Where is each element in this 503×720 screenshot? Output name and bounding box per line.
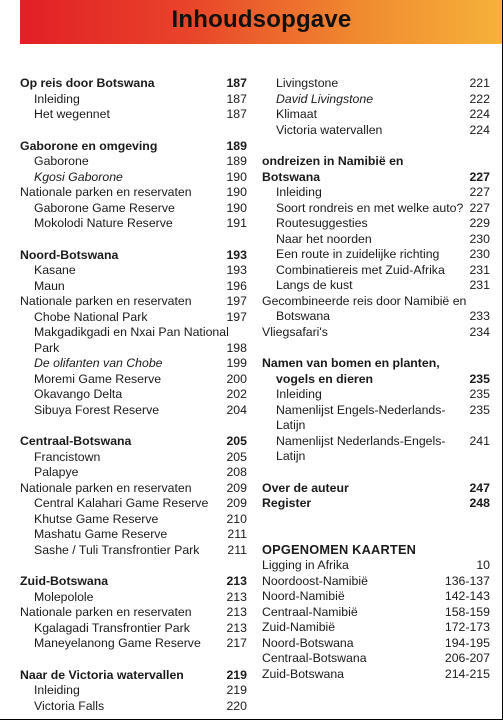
toc-section-heading[interactable] [20, 76, 247, 92]
toc-subentry[interactable] [262, 201, 490, 217]
toc-entry-title: Inleiding [34, 91, 80, 106]
toc-entry-title: Mashatu Game Reserve [34, 527, 168, 541]
toc-page-number: 235 [469, 402, 490, 417]
section-spacer [20, 123, 247, 139]
toc-entry-title: Okavango Delta [34, 387, 123, 401]
section-spacer [262, 465, 490, 481]
toc-entry-title: Naar de Victoria watervallen [20, 667, 184, 682]
toc-entry-title: Maneyelanong Game Reserve [34, 636, 201, 650]
toc-entry-title: Inleiding [276, 185, 322, 199]
toc-subentry[interactable] [262, 123, 490, 139]
toc-entry-title: Zuid-Namibië [262, 620, 336, 634]
toc-subentry[interactable] [262, 247, 490, 263]
toc-page-number: 224 [469, 122, 490, 137]
toc-entry-title: Palapye [34, 465, 79, 479]
toc-subentry[interactable] [20, 92, 247, 108]
section-spacer [262, 340, 490, 356]
toc-section-heading[interactable] [20, 668, 247, 684]
toc-entry[interactable] [262, 325, 490, 341]
toc-subentry[interactable] [262, 434, 490, 465]
toc-page-number: 193 [226, 263, 247, 277]
toc-page-number: 213 [226, 620, 247, 635]
toc-section-heading[interactable] [20, 434, 247, 450]
toc-entry-title: Nationale parken en reservaten [20, 185, 192, 199]
toc-entry[interactable] [262, 651, 490, 667]
toc-entry[interactable] [20, 605, 247, 621]
toc-subentry[interactable] [20, 263, 247, 279]
toc-section-heading[interactable] [262, 372, 490, 388]
toc-page-number: 213 [226, 574, 247, 588]
toc-page-number: 189 [226, 138, 247, 153]
toc-entry-title: Noordoost-Namibië [262, 573, 368, 588]
toc-section-heading[interactable] [262, 356, 490, 372]
toc-entry-title: Soort rondreis en met welke auto? [276, 200, 464, 215]
toc-page-number: 219 [226, 667, 247, 682]
toc-subentry[interactable] [20, 201, 247, 217]
toc-page-number: 205 [226, 434, 247, 448]
toc-subentry[interactable] [262, 309, 490, 325]
section-spacer [20, 558, 247, 574]
toc-entry-title: Chobe National Park [34, 309, 148, 324]
toc-subentry[interactable] [20, 636, 247, 652]
toc-page-number: 190 [226, 200, 247, 215]
toc-entry-title: Nationale parken en reservaten [20, 480, 192, 495]
toc-page-number: 248 [469, 496, 490, 510]
toc-section-heading[interactable] [20, 574, 247, 590]
toc-page-number: 209 [226, 496, 247, 510]
toc-section-heading[interactable] [262, 170, 490, 186]
toc-section-heading[interactable] [262, 496, 490, 512]
toc-page-number: 208 [226, 465, 247, 479]
toc-entry-title: Over de auteur [262, 480, 349, 495]
toc-page-number: 158-159 [444, 604, 490, 619]
section-spacer [20, 232, 247, 248]
toc-entry-title: Khutse Game Reserve [34, 511, 159, 526]
toc-entry-title: Mokolodi Nature Reserve [34, 216, 173, 230]
toc-entry-title: Zuid-Botswana [262, 666, 345, 681]
toc-entry[interactable] [262, 636, 490, 652]
toc-page-number: 227 [469, 200, 490, 215]
toc-subentry[interactable] [262, 107, 490, 123]
toc-page-number: 231 [469, 278, 490, 292]
toc-entry[interactable] [20, 481, 247, 497]
toc-entry-title: Gecombineerde reis door Namibië en [262, 293, 467, 308]
toc-entry-title: Register [262, 496, 312, 510]
toc-page-number: 209 [226, 480, 247, 495]
toc-page-number: 234 [469, 324, 490, 339]
toc-subentry[interactable] [262, 92, 490, 108]
toc-subentry[interactable] [20, 496, 247, 512]
toc-page-number: 213 [226, 589, 247, 604]
toc-section-heading[interactable] [20, 139, 247, 155]
toc-entry[interactable] [262, 605, 490, 621]
toc-entry[interactable] [262, 558, 490, 574]
toc-page-number: 220 [226, 698, 247, 713]
toc-page-number: 172-173 [444, 620, 490, 634]
toc-entry-title: Central Kalahari Game Reserve [34, 496, 209, 510]
toc-entry-title: Routesuggesties [276, 216, 368, 230]
toc-page-number: 221 [469, 76, 490, 90]
toc-page-number: 230 [469, 247, 490, 261]
toc-page-number: 187 [226, 107, 247, 121]
toc-entry[interactable] [262, 574, 490, 590]
toc-page-number: 191 [226, 216, 247, 230]
toc-page-number: 211 [227, 527, 247, 541]
toc-page-number: 233 [469, 309, 490, 323]
toc-page-number: 213 [226, 605, 247, 619]
toc-entry-title: David Livingstone [276, 91, 374, 106]
toc-entry-title: Op reis door Botswana [20, 76, 155, 90]
toc-subentry[interactable] [262, 232, 490, 248]
toc-entry-title: Inleiding [34, 683, 80, 697]
toc-entry[interactable] [262, 294, 490, 310]
toc-section-heading[interactable] [262, 481, 490, 497]
toc-subentry[interactable] [262, 387, 490, 403]
toc-subentry[interactable] [20, 699, 247, 715]
toc-page-number: 142-143 [444, 589, 490, 603]
toc-entry-title: Maun [34, 278, 65, 293]
toc-subentry[interactable] [20, 372, 247, 388]
toc-entry-title: Gaborone [34, 154, 89, 168]
toc-page-number: 199 [226, 356, 247, 370]
toc-page-number: 241 [469, 433, 490, 448]
toc-entry-title: Gaborone Game Reserve [34, 200, 175, 215]
toc-entry[interactable] [262, 667, 490, 683]
toc-page-number: 206-207 [444, 651, 490, 665]
toc-entry-title: Nationale parken en reservaten [20, 605, 192, 619]
toc-page-number: 229 [469, 216, 490, 230]
toc-entry[interactable] [262, 589, 490, 605]
toc-page-number: 198 [226, 340, 247, 355]
toc-entry-title: Kgalagadi Transfrontier Park [34, 620, 190, 635]
toc-entry-title: Botswana [262, 169, 321, 184]
toc-page-number: 224 [469, 107, 490, 121]
toc-subentry[interactable] [20, 512, 247, 528]
toc-entry[interactable] [20, 185, 247, 201]
toc-entry-title: Het wegennet [34, 107, 110, 121]
toc-entry-title: Noord-Botswana [20, 247, 119, 262]
toc-entry-title: Kgosi Gaborone [34, 169, 123, 184]
toc-page-number: 231 [469, 262, 490, 277]
toc-page-number: 196 [226, 278, 247, 293]
toc-entry-title: Francistown [34, 449, 101, 464]
toc-entry-title: Namenlijst Engels-Nederlands-Latijn [276, 402, 446, 432]
toc-page-number: 190 [226, 185, 247, 199]
toc-subentry[interactable] [20, 341, 247, 357]
toc-page-number: 230 [469, 231, 490, 246]
toc-entry-title: Centraal-Botswana [262, 651, 367, 665]
section-spacer [20, 418, 247, 434]
toc-subentry[interactable] [262, 185, 490, 201]
toc-subentry[interactable] [20, 403, 247, 419]
toc-subentry[interactable] [20, 450, 247, 466]
toc-page-number: 197 [226, 309, 247, 324]
toc-entry-title: Centraal-Botswana [20, 434, 132, 448]
toc-entry-title: De olifanten van Chobe [34, 356, 163, 370]
section-spacer [262, 138, 490, 154]
toc-entry-title: Klimaat [276, 107, 318, 121]
toc-entry-title: Noord-Namibië [262, 589, 345, 603]
toc-page-number: 205 [226, 449, 247, 464]
toc-subentry[interactable] [20, 107, 247, 123]
toc-entry-title: OPGENOMEN KAARTEN [262, 541, 417, 557]
toc-subentry[interactable] [20, 310, 247, 326]
toc-page-number: 189 [226, 154, 247, 168]
toc-entry-title: Inleiding [276, 387, 322, 401]
toc-page-number: 187 [226, 91, 247, 106]
toc-subentry[interactable] [262, 216, 490, 232]
toc-entry-title: Langs de kust [276, 278, 353, 292]
toc-entry[interactable] [20, 294, 247, 310]
toc-page-number: 10 [476, 558, 490, 572]
toc-entry-title: Namenlijst Nederlands-Engels-Latijn [276, 433, 446, 463]
toc-page-number: 187 [226, 76, 247, 90]
toc-column-right [262, 76, 490, 682]
maps-section-title[interactable] [262, 542, 490, 558]
toc-entry-title: Een route in zuidelijke richting [276, 247, 440, 261]
toc-subentry[interactable] [20, 170, 247, 186]
toc-page-number: 200 [226, 371, 247, 386]
toc-section-heading[interactable] [20, 248, 247, 264]
toc-entry-title: Zuid-Botswana [20, 574, 109, 588]
toc-entry-title: Victoria Falls [34, 698, 105, 713]
toc-entry-title: Makgadikgadi en Nxai Pan National [34, 325, 229, 339]
toc-subentry[interactable] [20, 621, 247, 637]
toc-entry-title: Victoria watervallen [276, 122, 383, 137]
toc-subentry[interactable] [262, 76, 490, 92]
toc-subentry[interactable] [20, 356, 247, 372]
toc-subentry[interactable] [262, 278, 490, 294]
toc-entry-title: Noord-Botswana [262, 635, 354, 650]
toc-entry-title: vogels en dieren [276, 371, 374, 386]
toc-entry-title: Ligging in Afrika [262, 558, 349, 572]
toc-entry-title: Vliegsafari's [262, 324, 328, 339]
toc-subentry[interactable] [20, 154, 247, 170]
toc-page-number: 235 [469, 371, 490, 386]
toc-subentry[interactable] [20, 216, 247, 232]
toc-section-heading[interactable] [262, 154, 490, 170]
toc-entry-title: Livingstone [276, 76, 339, 90]
toc-page-number: 210 [226, 511, 247, 526]
toc-page-number: 214-215 [444, 666, 490, 681]
section-spacer [20, 652, 247, 668]
toc-entry-title: Nationale parken en reservaten [20, 294, 192, 308]
toc-subentry[interactable] [20, 527, 247, 543]
toc-page-number: 219 [226, 683, 247, 697]
toc-page-number: 190 [226, 169, 247, 184]
toc-subentry[interactable] [20, 543, 247, 559]
toc-page-number: 204 [226, 402, 247, 417]
toc-entry-title: Kasane [34, 263, 76, 277]
toc-subentry[interactable] [20, 279, 247, 295]
toc-entry-title: Gaborone en omgeving [20, 138, 158, 153]
toc-subentry[interactable] [20, 387, 247, 403]
toc-page-number: 222 [469, 91, 490, 106]
toc-entry-title: Sibuya Forest Reserve [34, 402, 160, 417]
toc-page-number: 235 [469, 387, 490, 401]
toc-entry-title: Moremi Game Reserve [34, 371, 162, 386]
page-title: Inhoudsopgave [171, 6, 352, 33]
toc-entry-title: Namen van bomen en planten, [262, 356, 440, 370]
toc-entry-title: Naar het noorden [276, 231, 372, 246]
toc-entry-title: Combinatiereis met Zuid-Afrika [276, 262, 445, 277]
toc-page-number: 211 [227, 542, 247, 557]
toc-page-number: 193 [226, 247, 247, 262]
toc-entry-title: Molepolole [34, 589, 94, 604]
toc-page-number: 197 [226, 294, 247, 308]
section-spacer [262, 512, 490, 542]
toc-page-number: 227 [469, 185, 490, 199]
toc-page-number: 194-195 [444, 635, 490, 650]
toc-subentry[interactable] [262, 403, 490, 434]
toc-page-number: 227 [469, 169, 490, 184]
toc-column-left [20, 76, 247, 714]
toc-entry-title: Park [34, 340, 60, 355]
toc-entry-title: ondreizen in Namibië en [262, 154, 404, 168]
toc-entry[interactable] [262, 620, 490, 636]
toc-subentry[interactable] [20, 590, 247, 606]
toc-subentry[interactable] [20, 325, 247, 341]
toc-page-number: 136-137 [444, 573, 490, 588]
toc-subentry[interactable] [20, 465, 247, 481]
header-banner [20, 0, 503, 44]
toc-subentry[interactable] [262, 263, 490, 279]
toc-entry-title: Botswana [276, 309, 331, 323]
toc-entry-title: Centraal-Namibië [262, 604, 358, 619]
toc-page-number: 247 [469, 480, 490, 495]
toc-subentry[interactable] [20, 683, 247, 699]
toc-page-number: 217 [226, 636, 247, 650]
toc-entry-title: Sashe / Tuli Transfrontier Park [34, 542, 200, 557]
toc-page-number: 202 [226, 387, 247, 401]
